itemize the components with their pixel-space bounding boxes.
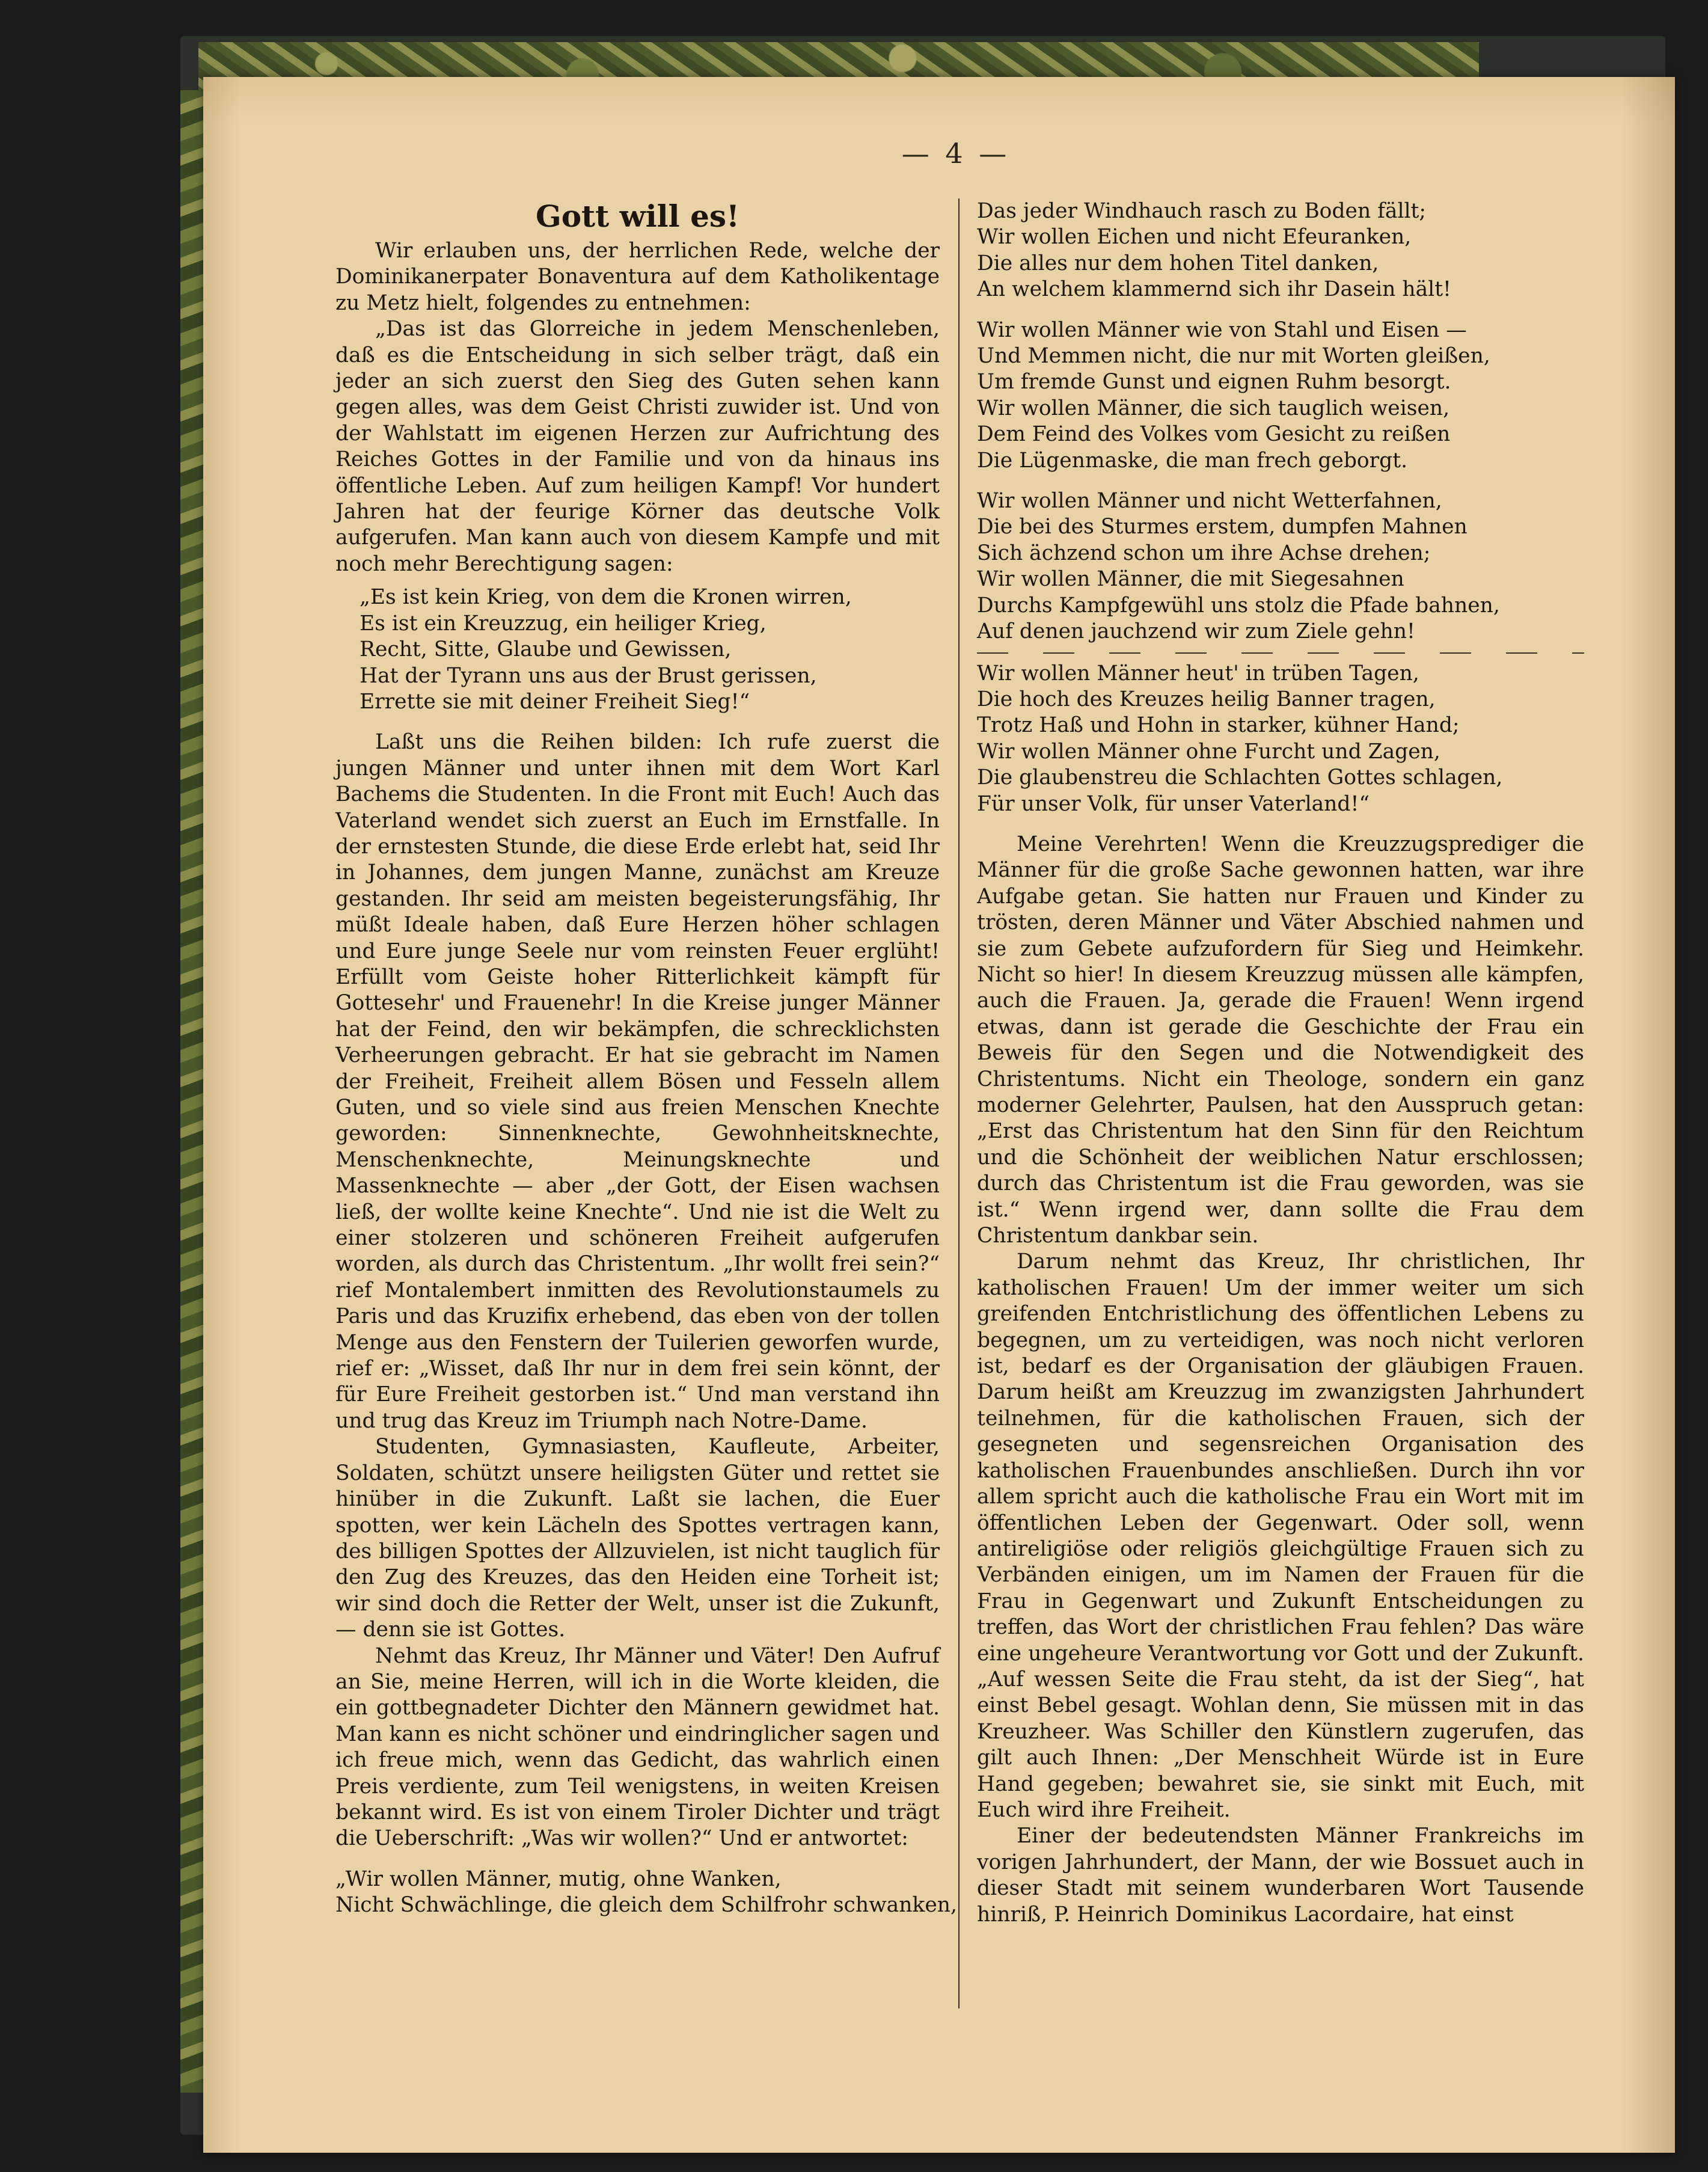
poem-stanza-2 <box>977 318 1584 474</box>
verse-line: „Wir wollen Männer, mutig, ohne Wanken, <box>335 1867 782 1891</box>
paragraph: Darum nehmt das Kreuz, Ihr christlichen, Ihr katholischen Frauen! Um der immer weiter um sich greifenden Entchristlichung des öffentlichen Lebens zu begegnen, um zu verteidigen, was noch nicht verloren ist, bedarf es der Organisation der gläubigen Frauen. Darum heißt am Kreuzzug im zwanzigsten Jahrhundert teilnehmen, für die katholischen Frauen, sich der gesegneten und segensreichen Organisation des katholischen Frauenbundes anschließen. Durch ihn vor allem spricht auch die katholische Frau ein Wort mit im öffentlichen Leben der Gegenwart. Oder soll, wenn antireligiöse oder religiös gleichgültige Frauen sich zu Verbänden einigen, um im Namen der Frauen für die Frau in Gegenwart und Zukunft Entscheidungen zu treffen, das Wort der christlichen Frau fehlen? Das wäre eine ungeheure Verantwortung vor Gott und der Zukunft. „Auf wessen Seite die Frau steht, da ist der Sieg“, hat einst Bebel gesagt. Wohlan denn, Sie müssen mit in das Kreuzheer. Was Schiller den Künstlern zugerufen, das gilt auch Ihnen: „Der Menschheit Würde ist in Eure Hand gegeben; bewahret sie, sie sinkt mit Euch, mit Euch wird ihre Freiheit. <box>977 1250 1584 1822</box>
verse-line: Und Memmen nicht, die nur mit Worten gleißen, <box>977 344 1490 369</box>
verse-line: Die alles nur dem hohen Titel danken, <box>977 251 1379 275</box>
verse-line: Die glaubenstreu die Schlachten Gottes schlagen, <box>977 765 1503 790</box>
column-divider <box>958 198 960 2008</box>
verse-line: Die bei des Sturmes erstem, dumpfen Mahnen <box>977 515 1468 539</box>
verse-line: Errette sie mit deiner Freiheit Sieg!“ <box>360 689 750 714</box>
verse-line: Wir wollen Männer wie von Stahl und Eisen — <box>977 318 1467 342</box>
verse-line: Auf denen jauchzend wir zum Ziele gehn! <box>977 619 1415 644</box>
verse-line: Wir wollen Männer heut' in trüben Tagen, <box>977 661 1419 686</box>
verse-line: Die Lügenmaske, die man frech geborgt. <box>977 448 1408 473</box>
verse-line: Nicht Schwächlinge, die gleich dem Schilfrohr schwanken, <box>335 1893 957 1918</box>
paragraph: Wir erlauben uns, der herrlichen Rede, welche der Dominikanerpater Bonaventura auf dem Katholikentage zu Metz hielt, folgendes zu entnehmen: <box>335 239 940 315</box>
paragraph: Einer der bedeutendsten Männer Frankreichs im vorigen Jahrhundert, der Mann, der wie Bossuet auch in dieser Stadt mit seinem wunderbaren Wort Tausende hinriß, P. Heinrich Dominikus Lacordaire, hat einst <box>977 1824 1584 1927</box>
verse-line: Dem Feind des Volkes vom Gesicht zu reißen <box>977 422 1451 447</box>
verse-line: Es ist ein Kreuzzug, ein heiliger Krieg, <box>360 611 767 636</box>
verse-line: Hat der Tyrann uns aus der Brust gerissen, <box>360 663 817 688</box>
article-title: Gott will es! <box>536 198 739 234</box>
verse-line: Das jeder Windhauch rasch zu Boden fällt; <box>977 199 1427 223</box>
poem-stanza-3 <box>977 488 1584 645</box>
verse-line: Wir wollen Eichen und nicht Efeuranken, <box>977 225 1412 250</box>
poem-stanza-1 <box>977 198 1584 303</box>
right-column <box>977 198 1584 1928</box>
verse-line: An welchem klammernd sich ihr Dasein hält! <box>977 277 1451 302</box>
verse-line: Wir wollen Männer und nicht Wetterfahnen, <box>977 489 1442 514</box>
verse-line: Wir wollen Männer, die sich tauglich weisen, <box>977 396 1450 420</box>
verse-line: Um fremde Gunst und eignen Ruhm besorgt. <box>977 370 1451 394</box>
poem-stanza-koerner <box>335 584 940 715</box>
verse-line: Sich ächzend schon um ihre Achse drehen; <box>977 541 1431 565</box>
verse-line: Trotz Haß und Hohn in starker, kühner Hand; <box>977 713 1460 738</box>
verse-line: Für unser Volk, für unser Vaterland!“ <box>977 791 1370 816</box>
verse-line: „Es ist kein Krieg, von dem die Kronen wirren, <box>360 585 852 610</box>
paragraph: Meine Verehrten! Wenn die Kreuzzugsprediger die Männer für die große Sache gewonnen hatten, war ihre Aufgabe getan. Sie hatten nur Frauen und Kinder zu trösten, deren Männer und Väter Abschied nahmen und sie zum Gebete aufzufordern für Sieg und Heimkehr. Nicht so hier! In diesem Kreuzzug müssen alle kämpfen, auch die Frauen. Ja, gerade die Frauen! Wenn irgend etwas, dann ist gerade die Geschichte der Frau ein Beweis für den Segen und die Notwendigkeit des Christentums. Nicht ein Theologe, sondern ein ganz moderner Gelehrter, Paulsen, hat den Ausspruch getan: „Erst das Christentum hat den Sinn für den Reichtum und die Schönheit der weiblichen Natur erschlossen; durch das Christentum ist die Frau geworden, was sie ist.“ Wenn irgend wer, dann sollte die Frau dem Christentum dankbar sein. <box>977 832 1584 1248</box>
page-number: — 4 — <box>901 137 1011 170</box>
poem-stanza-4 <box>977 661 1584 817</box>
verse-line: Wir wollen Männer ohne Furcht und Zagen, <box>977 739 1440 764</box>
verse-line: Recht, Sitte, Glaube und Gewissen, <box>360 637 732 662</box>
paragraph: „Das ist das Glorreiche in jedem Menschenleben, daß es die Entscheidung in sich selber trägt, daß ein jeder an sich zuerst den Sieg des Guten sehen kann gegen alles, was dem Geist Christi zuwider ist. Und von der Wahlstatt im eigenen Herzen zur Aufrichtung des Reiches Gottes in der Familie und von da hinaus ins öffentliche Leben. Auf zum heiligen Kampf! Vor hundert Jahren hat der feurige Körner das deutsche Volk aufgerufen. Man kann auch von diesem Kampfe und mit noch mehr Berechtigung sagen: <box>335 317 940 576</box>
verse-line: Die hoch des Kreuzes heilig Banner tragen, <box>977 687 1436 711</box>
dashed-separator <box>977 652 1584 654</box>
left-column <box>335 198 957 1919</box>
poem-opening <box>335 1867 957 1919</box>
verse-line: Wir wollen Männer, die mit Siegesahnen <box>977 567 1404 592</box>
paragraph: Nehmt das Kreuz, Ihr Männer und Väter! Den Aufruf an Sie, meine Herren, will ich in die Worte kleiden, die ein gottbegnadeter Dichter den Männern gewidmet hat. Man kann es nicht schöner und eindringlicher sagen und ich freue mich, wenn das Gedicht, das wahrlich einen Preis verdiente, zum Teil wenigstens, in weiten Kreisen bekannt wird. Es ist von einem Tiroler Dichter und trägt die Ueberschrift: „Was wir wollen?“ Und er antwortet: <box>335 1643 940 1851</box>
paragraph: Laßt uns die Reihen bilden: Ich rufe zuerst die jungen Männer und unter ihnen mit dem Wort Karl Bachems die Studenten. In die Front mit Euch! Auch das Vaterland wendet sich zuerst an Euch im Ernstfalle. In der ernstesten Stunde, die diese Erde erlebt hat, seid Ihr in Johannes, dem jungen Manne, zunächst am Kreuze gestanden. Ihr seid am meisten begeisterungsfähig, Ihr müßt Ideale haben, daß Eure Herzen höher schlagen und Eure junge Seele nur vom reinsten Feuer erglüht! Erfüllt vom Geiste hoher Ritterlichkeit kämpft für Gottesehr' und Frauenehr! In die Kreise junger Männer hat der Feind, den wir bekämpfen, die schrecklichsten Verheerungen gebracht. Er hat sie gebracht im Namen der Freiheit, Freiheit allem Bösen und Fesseln allem Guten, und so viele sind aus freien Menschen Knechte geworden: Sinnenknechte, Gewohnheitsknechte, Menschenknechte, Meinungsknechte und Massenknechte — aber „der Gott, der Eisen wachsen ließ, der wollte keine Knechte“. Und nie ist die Welt zu einer stolzeren und schöneren Freiheit aufgerufen worden, als durch das Christentum. „Ihr wollt frei sein?“ rief Montalembert inmitten des Revolutionstaumels zu Paris und das Kruzifix erhebend, das eben von der tollen Menge aus den Fenstern der Tuilerien geworfen wurde, rief er: „Wisset, daß Ihr nur in dem frei sein könnt, der für Eure Freiheit gestorben ist.“ Und man verstand ihn und trug das Kreuz im Triumph nach Notre-Dame. <box>335 730 940 1433</box>
paragraph: Studenten, Gymnasiasten, Kaufleute, Arbeiter, Soldaten, schützt unsere heiligsten Güter und rettet sie hinüber in die Zukunft. Laßt sie lachen, die Euer spotten, wer kein Lächeln des Spottes vertragen kann, des billigen Spottes der Allzuvielen, ist nicht tauglich für den Zug des Kreuzes, das den Heiden eine Torheit ist; wir sind doch die Retter der Welt, unser ist die Zukunft, — denn sie ist Gottes. <box>335 1435 940 1642</box>
verse-line: Durchs Kampfgewühl uns stolz die Pfade bahnen, <box>977 593 1500 618</box>
